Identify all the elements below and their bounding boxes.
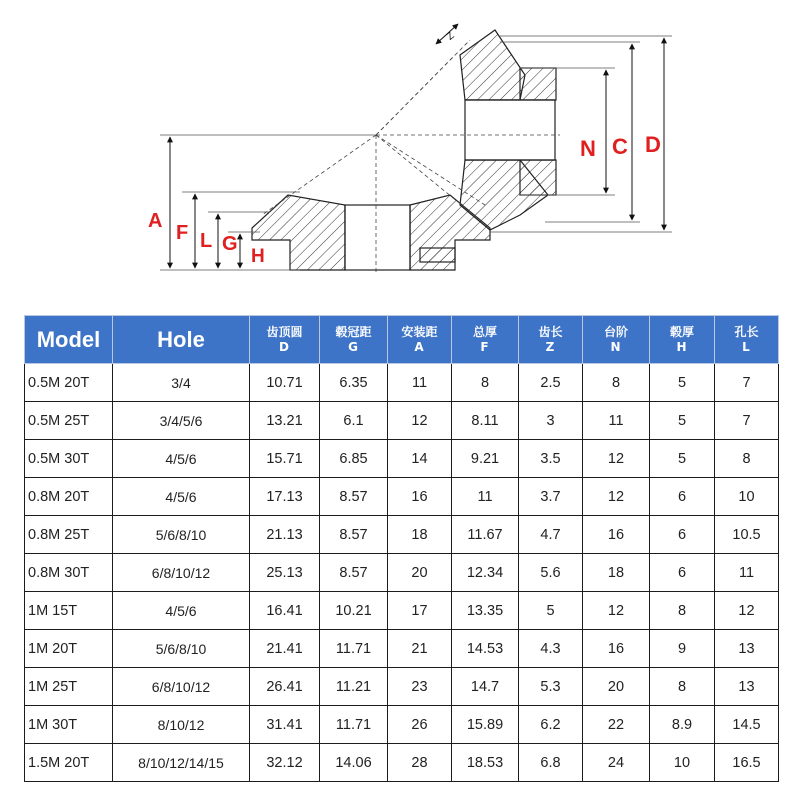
column-header-cn: 毂冠距 [335, 324, 372, 339]
column-header-n [583, 316, 650, 364]
table-row [25, 478, 779, 516]
cell-a: 16 [388, 478, 452, 516]
cell-model: 1M 30T [25, 706, 113, 744]
column-header-cn: 台阶 [603, 324, 628, 339]
cell-g: 11.71 [320, 706, 388, 744]
cell-h: 5 [650, 440, 715, 478]
cell-l: 13 [715, 668, 779, 706]
cell-n: 20 [583, 668, 650, 706]
cell-l: 10.5 [715, 516, 779, 554]
label-D: D [645, 132, 661, 157]
cell-g: 11.21 [320, 668, 388, 706]
cell-model: 0.5M 25T [25, 402, 113, 440]
cell-f: 13.35 [452, 592, 519, 630]
cell-a: 21 [388, 630, 452, 668]
cell-model: 1M 20T [25, 630, 113, 668]
cell-n: 12 [583, 592, 650, 630]
cell-z: 3.7 [519, 478, 583, 516]
column-header-en: F [480, 339, 490, 354]
cell-hole: 5/6/8/10 [113, 630, 250, 668]
cell-n: 16 [583, 516, 650, 554]
column-header-en: D [279, 339, 290, 354]
cell-d: 25.13 [250, 554, 320, 592]
cell-f: 12.34 [452, 554, 519, 592]
column-header-cn: 安装距 [401, 324, 438, 339]
cell-h: 6 [650, 554, 715, 592]
cell-g: 11.71 [320, 630, 388, 668]
cell-d: 21.41 [250, 630, 320, 668]
cell-model: 0.8M 20T [25, 478, 113, 516]
column-header-cn: 齿长 [538, 324, 563, 339]
cell-f: 11.67 [452, 516, 519, 554]
column-header-en: H [676, 339, 688, 354]
table-row [25, 630, 779, 668]
cell-z: 6.8 [519, 744, 583, 782]
cell-l: 7 [715, 402, 779, 440]
cell-n: 18 [583, 554, 650, 592]
cell-d: 10.71 [250, 364, 320, 402]
cell-a: 23 [388, 668, 452, 706]
cell-z: 5 [519, 592, 583, 630]
table-row [25, 516, 779, 554]
cell-hole: 6/8/10/12 [113, 554, 250, 592]
column-header-model: Model [25, 316, 113, 364]
column-header-cn: 毂厚 [669, 324, 694, 339]
cell-f: 8.11 [452, 402, 519, 440]
cell-a: 26 [388, 706, 452, 744]
cell-f: 18.53 [452, 744, 519, 782]
label-L: L [200, 230, 213, 252]
label-C: C [612, 134, 628, 159]
column-header-hole: Hole [113, 316, 250, 364]
cell-a: 11 [388, 364, 452, 402]
column-header-d [250, 316, 320, 364]
cell-g: 8.57 [320, 478, 388, 516]
cell-a: 12 [388, 402, 452, 440]
label-A: A [148, 210, 163, 232]
cell-a: 14 [388, 440, 452, 478]
table-row [25, 744, 779, 782]
cell-h: 6 [650, 478, 715, 516]
cell-g: 8.57 [320, 516, 388, 554]
cell-g: 6.1 [320, 402, 388, 440]
column-header-f [452, 316, 519, 364]
cell-a: 28 [388, 744, 452, 782]
cell-hole: 8/10/12 [113, 706, 250, 744]
cell-d: 15.71 [250, 440, 320, 478]
cell-l: 10 [715, 478, 779, 516]
cell-n: 16 [583, 630, 650, 668]
cell-d: 32.12 [250, 744, 320, 782]
cell-h: 9 [650, 630, 715, 668]
column-header-en: G [348, 339, 359, 354]
cell-d: 21.13 [250, 516, 320, 554]
cell-model: 0.8M 30T [25, 554, 113, 592]
cell-hole: 3/4 [113, 364, 250, 402]
cell-d: 26.41 [250, 668, 320, 706]
cell-g: 8.57 [320, 554, 388, 592]
column-header-en: L [742, 339, 751, 354]
table-row [25, 402, 779, 440]
upper-gear-section [460, 30, 556, 230]
column-header-en: N [610, 339, 622, 354]
cell-hole: 4/5/6 [113, 440, 250, 478]
cell-n: 8 [583, 364, 650, 402]
cell-z: 2.5 [519, 364, 583, 402]
cell-n: 22 [583, 706, 650, 744]
cell-hole: 3/4/5/6 [113, 402, 250, 440]
cell-a: 17 [388, 592, 452, 630]
column-header-g [320, 316, 388, 364]
cell-f: 9.21 [452, 440, 519, 478]
table-header-row [25, 316, 779, 364]
cell-z: 5.6 [519, 554, 583, 592]
cell-model: 1.5M 20T [25, 744, 113, 782]
cell-h: 5 [650, 364, 715, 402]
table-body [25, 364, 779, 782]
spec-table [24, 315, 779, 782]
table-row [25, 364, 779, 402]
cell-z: 5.3 [519, 668, 583, 706]
cell-f: 11 [452, 478, 519, 516]
label-F: F [176, 222, 189, 244]
bevel-gear-diagram [0, 0, 800, 300]
cell-h: 10 [650, 744, 715, 782]
cell-h: 8 [650, 668, 715, 706]
column-header-cn: 齿顶圆 [266, 324, 303, 339]
cell-l: 11 [715, 554, 779, 592]
cell-n: 11 [583, 402, 650, 440]
cell-n: 24 [583, 744, 650, 782]
column-header-cn: 总厚 [472, 324, 497, 339]
cell-l: 8 [715, 440, 779, 478]
cell-a: 18 [388, 516, 452, 554]
cell-z: 3 [519, 402, 583, 440]
cell-hole: 6/8/10/12 [113, 668, 250, 706]
cell-f: 8 [452, 364, 519, 402]
column-header-cn: 孔长 [734, 324, 759, 339]
table-row [25, 592, 779, 630]
cell-hole: 5/6/8/10 [113, 516, 250, 554]
cell-hole: 4/5/6 [113, 478, 250, 516]
cell-model: 1M 15T [25, 592, 113, 630]
table-row [25, 440, 779, 478]
cell-f: 14.7 [452, 668, 519, 706]
column-header-a [388, 316, 452, 364]
cell-g: 6.85 [320, 440, 388, 478]
cell-a: 20 [388, 554, 452, 592]
cell-d: 31.41 [250, 706, 320, 744]
label-H: H [251, 246, 265, 267]
cell-f: 14.53 [452, 630, 519, 668]
cell-z: 4.3 [519, 630, 583, 668]
cell-l: 12 [715, 592, 779, 630]
column-header-l [715, 316, 779, 364]
label-G: G [222, 233, 238, 255]
cell-z: 6.2 [519, 706, 583, 744]
cell-g: 6.35 [320, 364, 388, 402]
label-N: N [580, 136, 596, 161]
cell-n: 12 [583, 440, 650, 478]
cell-l: 16.5 [715, 744, 779, 782]
cell-hole: 4/5/6 [113, 592, 250, 630]
column-header-z [519, 316, 583, 364]
cell-z: 4.7 [519, 516, 583, 554]
cell-g: 14.06 [320, 744, 388, 782]
cell-l: 14.5 [715, 706, 779, 744]
cell-h: 8.9 [650, 706, 715, 744]
lower-gear-section [252, 195, 490, 270]
cell-h: 8 [650, 592, 715, 630]
cell-d: 16.41 [250, 592, 320, 630]
column-header-en: Z [545, 339, 556, 354]
cell-model: 0.8M 25T [25, 516, 113, 554]
cell-model: 0.5M 30T [25, 440, 113, 478]
cell-g: 10.21 [320, 592, 388, 630]
label-Z: Z [444, 30, 457, 43]
column-header-en: A [414, 339, 425, 354]
cell-l: 13 [715, 630, 779, 668]
cell-l: 7 [715, 364, 779, 402]
table-row [25, 668, 779, 706]
cell-h: 6 [650, 516, 715, 554]
cell-h: 5 [650, 402, 715, 440]
column-header-h [650, 316, 715, 364]
table-row [25, 554, 779, 592]
table-row [25, 706, 779, 744]
cell-model: 0.5M 20T [25, 364, 113, 402]
cell-z: 3.5 [519, 440, 583, 478]
cell-hole: 8/10/12/14/15 [113, 744, 250, 782]
cell-d: 13.21 [250, 402, 320, 440]
cell-model: 1M 25T [25, 668, 113, 706]
cell-f: 15.89 [452, 706, 519, 744]
cell-n: 12 [583, 478, 650, 516]
cell-d: 17.13 [250, 478, 320, 516]
